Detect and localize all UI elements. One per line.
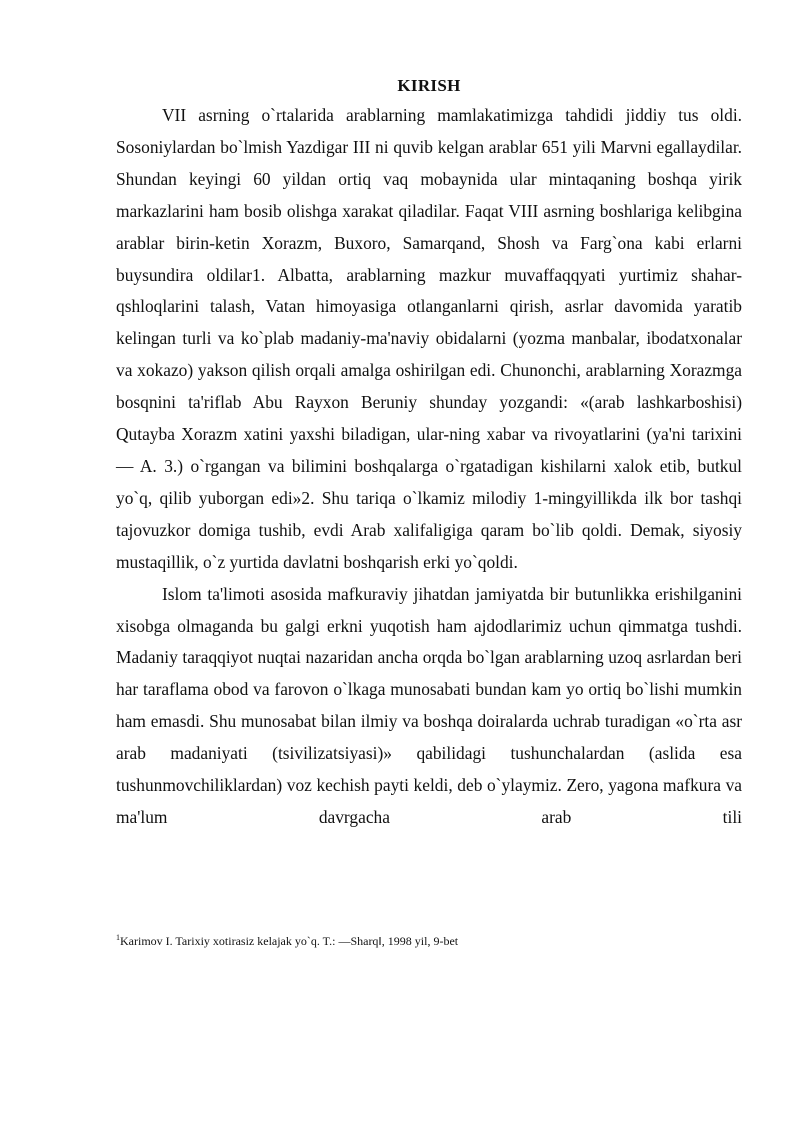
footnote (116, 933, 742, 949)
footnote-marker: 1 (116, 933, 120, 942)
section-heading: KIRISH (397, 76, 461, 95)
page-body (116, 74, 742, 834)
paragraph-2: Islom ta'limoti asosida mafkuraviy jihatdan jamiyatda bir butunlikka erishilganini xisobga olmaganda bu galgi erkni yuqotish ham ajdodlarimiz uchun qimmatga tushdi. Madaniy taraqqiyot nuqtai nazaridan ancha orqda bo`lgan arablarning uzoq asrlardan beri har taraflama obod va farovon o`lkaga munosabati bundan kam yo ortiq bo`lishi mumkin ham emasdi. Shu munosabat bilan ilmiy va boshqa doiralarda uchrab turadigan «o`rta asr arab madaniyati (tsivilizatsiyasi)» qabilidagi tushunchalardan (aslida esa tushunmovchiliklardan) voz kechish payti keldi, deb o`ylaymiz. Zero, yagona mafkura va ma'lum davrgacha arab tili (116, 583, 742, 827)
footnote-text: Karimov I. Tarixiy xotirasiz kelajak yo`q. T.: ―Sharq‖, 1998 yil, 9-bet (120, 934, 459, 948)
paragraph-1: VII asrning o`rtalarida arablarning mamlakatimizga tahdidi jiddiy tus oldi. Sosoniylardan bo`lmish Yazdigar III ni quvib kelgan arablar 651 yili Marvni egallaydilar. Shundan keyingi 60 yildan ortiq vaq mobaynida ular mintaqaning boshqa yirik markazlarini ham bosib olishga xarakat qiladilar. Faqat VIII asrning boshlariga kelibgina arablar birin-ketin Xorazm, Buxoro, Samarqand, Shosh va Farg`ona kabi erlarni buysundira oldilar1. Albatta, arablarning mazkur muvaffaqqyati yurtimiz shahar-qshloqlarini talash, Vatan himoyasiga otlanganlarni qirish, asrlar davomida yaratib kelingan turli va ko`plab madaniy-ma'naviy obidalarni (yozma manbalar, ibodatxonalar va xokazo) yakson qilish orqali amalga oshirilgan edi. Chunonchi, arablarning Xorazmga bosqnini ta'riflab Abu Rayxon Beruniy shunday yozgandi: «(arab lashkarboshisi) Qutayba Xorazm xatini yaxshi biladigan, ular-ning xabar va rivoyatlarini (ya'ni tarixini — A. 3.) o`rgangan va bilimini boshqalarga o`rgatadigan kishilarni xalok etib, butkul yo`q, qilib yuborgan edi»2. Shu tariqa o`lkamiz milodiy 1-mingyillikda ilk bor tashqi tajovuzkor domiga tushib, evdi Arab xalifaligiga qaram bo`lib qoldi. Demak, siyosiy mustaqillik, o`z yurtida davlatni boshqarish erki yo`qoldi. (116, 105, 742, 572)
